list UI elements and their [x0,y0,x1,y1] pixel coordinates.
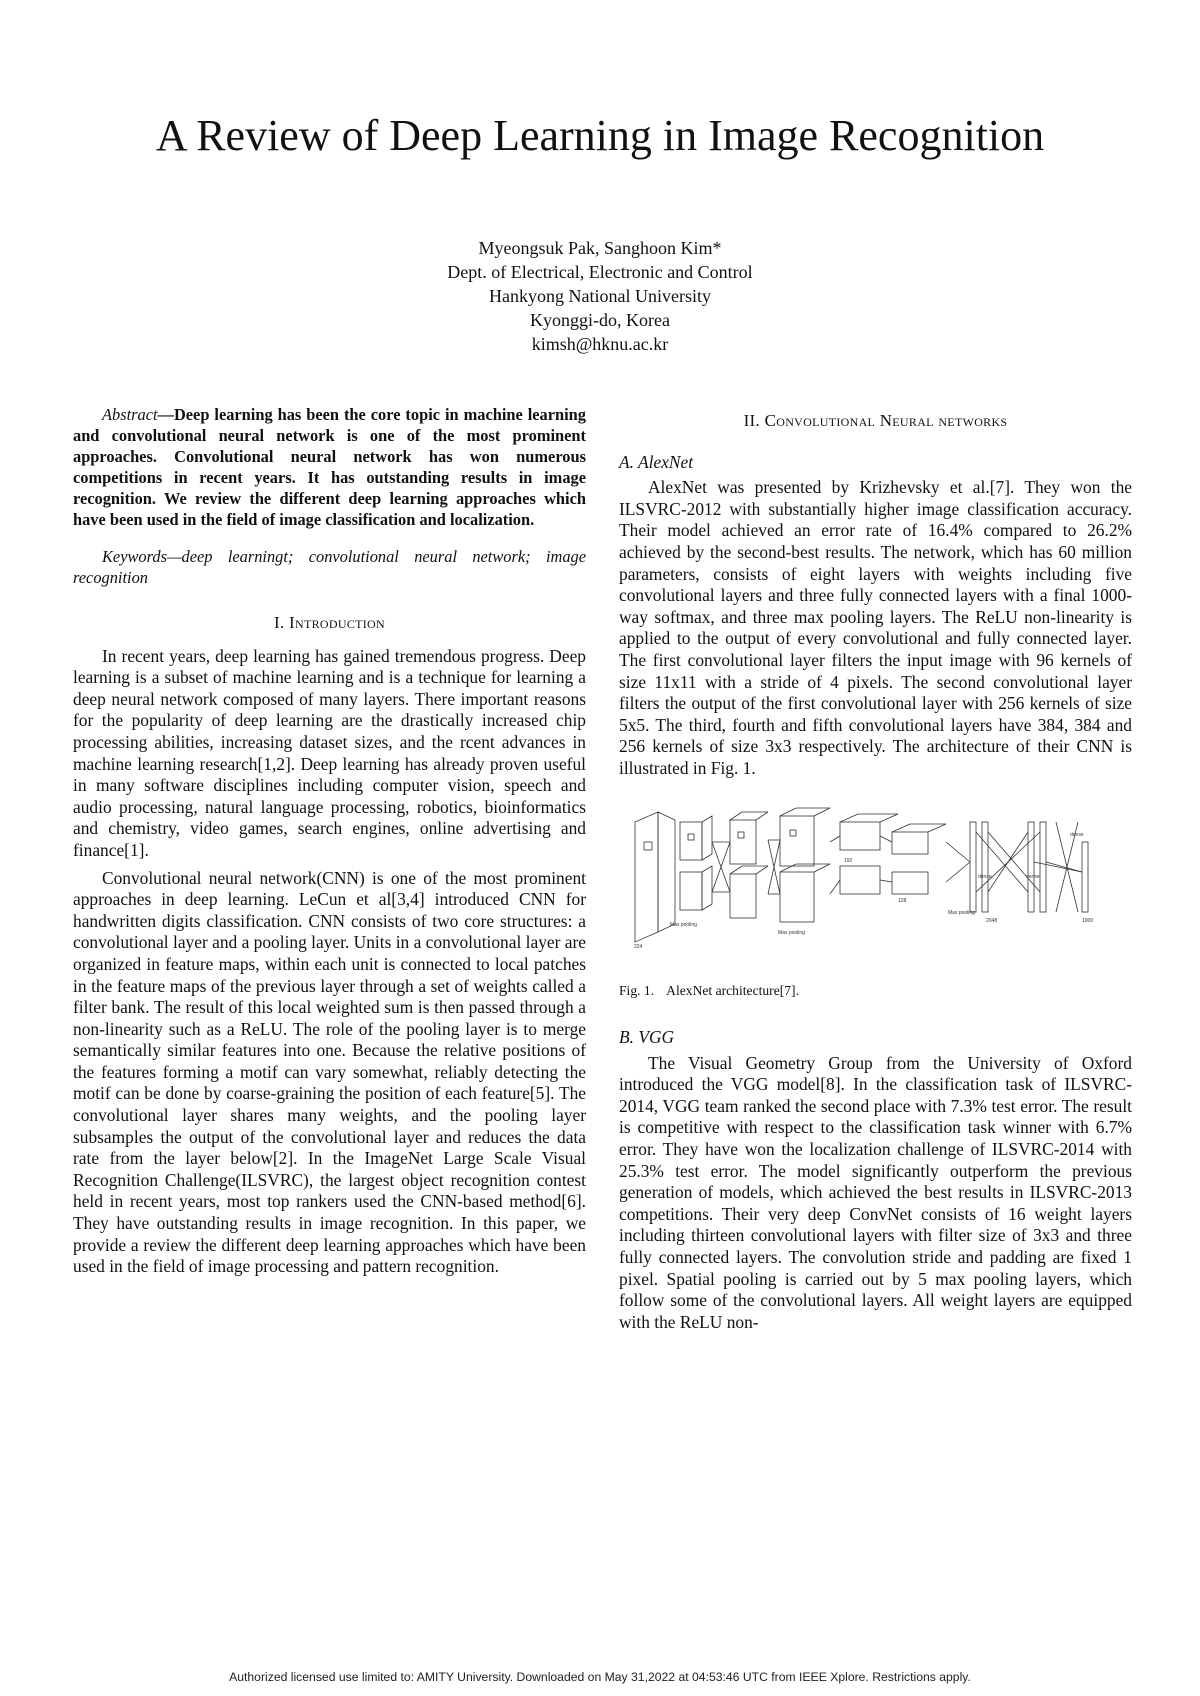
diagram-conv2-top [730,820,756,864]
diagram-conv3-top [780,816,814,866]
diagram-output [1082,842,1088,912]
diagram-kernel-4 [790,830,796,836]
figure-1-caption-text: AlexNet architecture[7]. [666,982,799,998]
abstract-label: Abstract [102,405,158,424]
diagram-dense-1 [970,822,976,912]
label-dense-3: dense [1070,831,1084,838]
diagram-conv2-bottom [730,874,756,918]
label-dense-2: dense [1026,873,1040,880]
keywords-dash: — [166,547,182,566]
intro-paragraph-2: Convolutional neural network(CNN) is one of the most prominent approaches in deep learning. LeCun et al[3,4] introduced CNN for handwritten digits classification. CNN consists of two core structures: a convolutional layer and a pooling layer. Units in a convolutional layer are organized in feature maps, within each unit is connected to local patches in the feature maps of the previous layer through a set of weights called a filter bank. The result of this local weighted sum is then passed through a non-linearity such as a ReLU. The role of the pooling layer is to merge semantically similar features into one. Because the relative positions of the features forming a motif can vary somewhat, reliably detecting the motif can be done by coarse-graining the position of each feature[5]. The convolutional layer shares many weights, and the pooling layer subsamples the output of the convolutional layer and reduces the data rate from the layer below[2]. In the ImageNet Large Scale Visual Recognition Challenge(ILSVRC), the largest object recognition contest held in recent years, most top rankers used the CNN-based method[6]. They have outstanding results in image recognition. In this paper, we provide a review the different deep learning approaches which have been used in the field of image processing and pattern recognition. [73,867,586,1277]
intro-paragraph-1: In recent years, deep learning has gained tremendous progress. Deep learning is a subset of machine learning and is a technique for learning a deep neural network composed of many layers. There important reasons for the popularity of deep learning are the drastically increased chip processing abilities, increasing dataset sizes, and the rcent advances in machine learning research[1,2]. Deep learning has already proven useful in many software disciplines including computer vision, speech and audio processing, natural language processing, robotics, bioinformatics and chemistry, video games, search engines, online advertising and finance[1]. [73,645,586,860]
diagram-input-block-side [658,812,675,932]
author-location: Kyonggi-do, Korea [530,310,670,330]
diagram-conv5-top [892,832,928,854]
diagram-conv1-top-depth [702,816,712,860]
license-footer: Authorized licensed use limited to: AMITY University. Downloaded on May 31,2022 at 04:53:46 UTC from IEEE Xplore. Restrictions apply. [229,1670,971,1684]
label-192: 192 [844,857,853,864]
label-128: 128 [898,897,907,904]
right-column [619,404,1132,1333]
author-names: Myeongsuk Pak, Sanghoon Kim* [478,238,722,258]
figure-1-caption [619,980,1132,1002]
keywords-text: deep learningt; convolutional neural network; image recognition [73,547,586,587]
label-dense-1: dense [978,873,992,880]
abstract-dash: — [157,405,174,424]
section-heading-introduction: I. Introduction [274,613,385,632]
abstract [73,404,586,530]
label-max-pooling-1: Max pooling [670,921,697,928]
diagram-kernel-1 [644,842,652,850]
diagram-conv4-bottom [840,866,880,894]
alexnet-architecture-diagram [630,802,1130,952]
vgg-paragraph: The Visual Geometry Group from the University of Oxford introduced the VGG model[8]. In the classification task of ILSVRC-2014, VGG team ranked the second place with 7.3% test error. The result is competitive with respect to the classification task winner with 6.7% error. They have won the localization challenge of ILSVRC-2014 with 25.3% test error. The model significantly outperform the previous generation of models, which achieved the best results in ILSVRC-2013 competitions. Their very deep ConvNet consists of 16 weight layers including thirteen convolutional layers with filter size of 3x3 and three fully connected layers. The convolution stride and padding are fixed 1 pixel. Spatial pooling is carried out by 5 max pooling layers, which follow some of the convolutional layers. All weight layers are equipped with the ReLU non- [619,1052,1132,1332]
left-column [73,404,586,1278]
label-1000: 1000 [1082,917,1094,924]
keywords [73,546,586,588]
diagram-conv1-bottom [680,872,702,910]
diagram-dense-4 [1040,822,1046,912]
diagram-kernel-2 [688,834,694,840]
diagram-dense-3 [1028,822,1034,912]
author-university: Hankyong National University [489,286,711,306]
diagram-conv4-top [840,822,880,850]
abstract-text: Deep learning has been the core topic in machine learning and convolutional neural network is one of the most prominent approaches. Convolutional neural network has won numerous competitions in recent years. It has outstanding results in image recognition. We review the different deep learning approaches which have been used in the field of image classification and localization. [73,405,586,529]
diagram-input-block [635,812,658,942]
label-max-pooling-3: Max pooling [948,909,975,916]
diagram-conv1-bottom-depth [702,866,712,910]
alexnet-paragraph: AlexNet was presented by Krizhevsky et al.[7]. They won the ILSVRC-2012 with substantially higher image classification accuracy. Their model achieved an error rate of 16.4% compared to 26.2% achieved by the second-best results. The network, which has 60 million parameters, consists of eight layers with weights including five convolutional layers and three fully connected layers with a final 1000-way softmax, and three max pooling layers. The ReLU non-linearity is applied to the output of every convolutional and fully connected layer. The first convolutional layer filters the input image with 96 kernels of size 11x11 with a stride of 4 pixels. The second convolutional layer filters the output of the first convolutional layer with 256 kernels of size 5x5. The third, fourth and fifth convolutional layers have 384, 384 and 256 kernels of size 3x3 respectively. The architecture of their CNN is illustrated in Fig. 1. [619,477,1132,778]
author-email[interactable]: kimsh@hknu.ac.kr [531,334,669,354]
diagram-conv1-top [680,822,702,860]
paper-title: A Review of Deep Learning in Image Recognition [155,111,1045,160]
label-2048: 2048 [986,917,998,924]
author-dept: Dept. of Electrical, Electronic and Control [447,262,753,282]
section-heading-cnn: II. Convolutional Neural networks [743,411,1008,430]
figure-1-label: Fig. 1. [619,982,655,998]
subsection-heading-alexnet: A. AlexNet [619,451,694,472]
diagram-dense-2 [982,822,988,912]
diagram-conv3-bottom [780,872,814,922]
diagram-kernel-3 [738,832,744,838]
subsection-heading-vgg: B. VGG [619,1027,675,1048]
label-max-pooling-2: Max pooling [778,929,805,936]
figure-1-alexnet [630,802,1130,952]
diagram-conv5-bottom [892,872,928,894]
keywords-label: Keywords [102,547,167,566]
author-block [0,236,1200,356]
label-224: 224 [634,943,643,950]
